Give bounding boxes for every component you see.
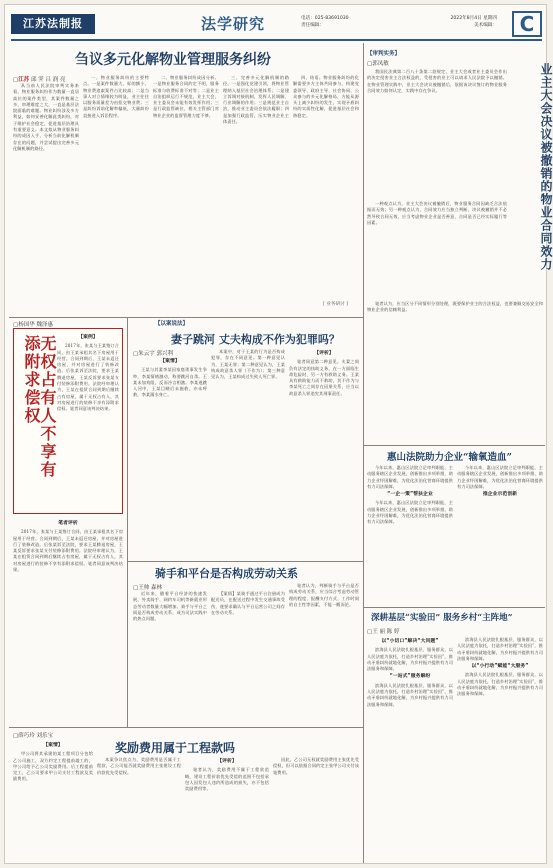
bottom-article-byline-names: 薛巧玲 刘乐宝 [18,733,53,739]
right-column-divider [363,43,364,863]
meta-editor: 责任编辑： [301,23,324,28]
lead-footer-note: [ 业务研讨 ] [323,302,348,307]
lead-headline: 刍议多元化解物业管理服务纠纷 [75,52,271,68]
middle-case-headline: 妻子跳河 丈夫构成不作为犯罪吗？ [171,333,340,346]
lead-column-4 [223,75,289,315]
binhai-text-1b: 滨海县人民法院扎根基层、服务群众，以人民法庭为依托，打造乡村治理“实验田”，推动矛盾纠纷就地化解，为乡村振兴提供有力司法服务和保障。 [367,682,453,707]
bottom-text-1: 甲公司将其承建的某工程项目分包给乙公司施工，双方约定工程提前竣工的，甲公司给予乙公司奖励费用。后工程提前完工，乙公司要求甲公司支付工程款及奖励费用。 [13,751,93,782]
middle-case-column-2 [211,349,285,557]
right-text-2: 一种观点认为，业主大会决议被撤销后，物业服务合同因缺乏合法依据而无效；另一种观点认为，合同效力应当独立判断，决议被撤销并不必然导致合同无效，应当考虑物业企业是否善意、合同是否已经实际履行等因素。 [367,201,507,225]
section-title: 法学研究 [201,15,266,33]
rider-byline-names: 王帅 森林 [138,585,162,591]
right-column-tag: 【审判实务】 [367,51,401,57]
lead-byline-tag: 江苏 [18,77,30,83]
huishan-text-1b: 今年以来，惠山区法院立足审判职能，主动服务辖区企业发展，创新推出多项举措，助力企业纾困解难，为优化法治化营商环境提供有力司法保障。 [367,500,453,525]
lead-column-2 [83,75,149,315]
middle-case-column-1 [133,357,207,557]
bottom-rule [9,727,363,728]
bottom-column-4 [273,757,359,859]
lead-text-4: 三、完善多元化解机制的路径。一是强化党建引领，将物业管理纳入基层社会治理体系；二是建立诉调对接机制，发挥人民调解、行业调解的作用；三是规范业主自治，推动业主委员会依法履职；四是加强行政监管，压实物业企业主体责任。 [223,75,289,125]
masthead [11,11,542,41]
rider-text-3: 笔者认为，判断骑手与平台是否构成劳动关系，应当综合考虑劳动管理的程度、报酬支付方式、工作时间的自主性等因素，不能一概而论。 [289,583,359,607]
bottom-column-3 [185,757,269,859]
binhai-text-2: 滨海县人民法院扎根基层、服务群众，以人民法庭为依托，打造乡村治理“实验田”，推动矛盾纠纷就地化解，为乡村振兴提供有力司法服务和保障。 [457,637,543,661]
right-rule-1 [363,445,545,446]
huishan-sub-1: “一企一策”帮扶企业 [387,492,433,498]
huishan-sub-2: 推企业示范创新 [482,492,518,498]
lead-column-3 [153,75,219,315]
vertical-article-continued [13,519,123,719]
middle-rule [127,561,363,562]
lead-byline: ▢江苏 邱 霁 吕 润 亮 [13,77,66,83]
rider-byline: ▢王帅 森林 [133,585,162,591]
vertical-article-text: 2017年，张某与王某签订合同，由王某承租其名下房屋用于经营。合同到期后，王某未返还房屋，并对房屋进行了装修改造。后张某诉至法院，要求王某腾退房屋，王某反诉要求张某支付装修添附费用。法院经审理认为，王某在租赁合同到期后继续占有房屋，属于无权占有人，其对房屋进行的装修不享有添附求偿权。笔者同意该判决结果。 [57,343,119,412]
lead-text-3: 二、物业服务纠纷成因分析。一是物业服务合同约定不明，服务标准与收费标准不对等；二是业主自治组织运行不规范，业主大会、业主委员会未能有效发挥作用；三是行政监管缺位，相关主管部门对物业企业的监督管理力度不够。 [153,75,219,118]
left-mid-divider [127,317,128,727]
binhai-sub-1: 以“小切口”解决“大问题” [381,639,439,644]
binhai-headline: 深耕基层“实验田” 服务乡村“主阵地” [371,613,513,623]
vertical-article-text-2: 2017年，张某与王某签订合同，由王某承租其名下房屋用于经营。合同到期后，王某未返还房屋，并对房屋进行了装修改造。后张某诉至法院，要求王某腾退房屋，王某反诉要求张某支付装修添附费用。法院经审理认为，王某在租赁合同到期后继续占有房屋，属于无权占有人，其对房屋进行的装修不享有添附求偿权。笔者同意该判决结果。 [13,529,123,573]
vertical-article-intro [57,333,119,511]
middle-case-sub-1: 【案情】 [160,359,180,364]
rider-text-2: 【案情】某骑手通过平台注册成为配送员，在配送过程中发生交通事故受伤，遂要求确认与平台运营公司之间存在劳动关系。 [211,591,285,615]
middle-case-text-3: 笔者同意第二种意见。夫妻之间负有法定的扶助义务，在一方面临生命危险时，另一方有救助义务。王某具有救助能力而不救助，其不作为与李某死亡之间存在因果关系，应当以故意杀人罪追究其刑事责任。 [289,359,359,396]
binhai-sub-2: “一站式”服务解纷 [389,674,431,680]
bottom-text-4: 因此，乙公司无权就奖励费用主张优先受偿权，但可以依据合同约定主张甲公司支付该笔费用。 [273,757,359,775]
lead-column-5 [293,75,359,297]
rider-column-3 [289,583,359,723]
bottom-tag-1: 【案情】 [43,743,63,748]
binhai-byline-names: 王 丽 陈 婷 [372,629,400,635]
middle-case-tag: 【以案说法】 [155,321,189,327]
rider-text-1: 近年来，随着平台经济的快速发展，外卖骑手、网约车司机等新就业形态劳动者数量大幅增加。骑手与平台之间是否构成劳动关系，成为司法实践中的热点问题。 [133,591,207,622]
right-column-byline: ▢郭凤敏 [367,61,389,67]
right-column-byline-name: 郭凤敏 [372,61,389,67]
vertical-article-subhead: 笔者评析 [58,521,78,526]
bottom-article-headline: 奖励费用属于工程款吗 [115,741,236,755]
middle-case-text-2: 本案中，对于王某的行为是否构成犯罪，存在不同意见。第一种意见认为，王某无罪；第二种意见认为，王某构成故意杀人罪（不作为）；第三种意见认为，王某构成过失致人死亡罪。 [211,349,285,380]
right-vertical-headline: 业主大会决议被撤销的物业合同效力 [539,63,553,271]
rider-column-2 [211,591,285,723]
rider-column-1 [133,591,207,723]
binhai-column-1 [367,637,453,859]
meta-date: 2022年8月4日 星期四 [450,16,497,21]
bottom-tag-2: 【评析】 [217,759,237,764]
rider-headline: 骑手和平台是否构成劳动关系 [155,567,298,580]
newspaper-page [4,4,553,864]
meta-phone: 电话：025-83691030 [301,16,349,21]
middle-case-text-1: 王某与其妻李某因家庭琐事发生争吵，李某情绪激动，称要跳河自杀。王某未加劝阻，反而冷言相激。李某遂跳入河中，王某目睹后未施救，亦未呼救，李某溺水身亡。 [133,367,207,398]
bottom-text-2: 本案争议焦点为，奖励费用是否属于工程款，乙公司能否就奖励费用主张建设工程价款优先受偿权。 [97,757,181,775]
huishan-text-2: 今年以来，惠山区法院立足审判职能，主动服务辖区企业发展，创新推出多项举措，助力企业纾困解难，为优化法治化营商环境提供有力司法保障。 [457,465,543,489]
binhai-text-1: 滨海县人民法院扎根基层、服务群众，以人民法庭为依托，打造乡村治理“实验田”，推动矛盾纠纷就地化解，为乡村振兴提供有力司法服务和保障。 [367,647,453,672]
right-column-body-2 [367,201,507,297]
middle-case-byline: ▢朱云宇 郭兴利 [133,351,173,357]
right-rule-2 [363,607,545,608]
lead-text-5: 四、结语。物业服务纠纷的化解需要多方主体共同参与，构建党委领导、政府主导、社会协同、公众参与的多元化解格局，方能从源头上减少纠纷的发生，实现矛盾纠纷的实质性化解，促进基层社会和谐稳定。 [293,75,359,118]
lead-bottom-rule [9,317,363,318]
binhai-byline: ▢王 丽 陈 婷 [367,629,400,635]
bottom-article-byline: ▢薛巧玲 刘乐宝 [13,733,53,739]
lead-byline-names: 邱 霁 吕 润 亮 [30,77,66,83]
lead-text-1: 从当前人民法院审判实务来看，物业服务纠纷作为数量一直居高位的案件类型，其案件数量之多、审理难度之大，一直是基层法院面临的难题。物业纠纷涉及多方利益，如何妥善化解此类纠纷，对于维护社会稳定、促进基层治理具有重要意义。本文拟从物业服务纠纷的成因入手，分析当前化解机制存在的问题，并尝试提出完善多元化解机制的路径。 [13,83,79,151]
right-text-3: 笔者认为，应当区分不同情形分别处理，既要保护业主的合法权益，也要兼顾交易安全和物业企业的信赖利益。 [367,301,543,313]
lead-column-1 [13,83,79,315]
page-letter-badge: C [512,11,542,37]
right-text-1: 我国民法典第二百八十条第二款规定，业主大会或者业主委员会作出的决定侵害业主合法权益的，受侵害的业主可以请求人民法院予以撤销。在物业管理实践中，业主大会决议被撤销后，依据该决议签订的物业服务合同效力如何认定，实践中存在争议。 [367,69,507,93]
huishan-column-1 [367,465,453,605]
vertical-article-byline: ▢杨国华 魏泽惠 [13,322,53,328]
bottom-text-3: 笔者认为，奖励费用不属于工程款范畴，建设工程价款优先受偿的范围不包括承包人因发包人违约所造成的损失，亦不包括奖励费用等。 [185,767,269,792]
lead-text-2: 一、物业服务纠纷的主要特点。一是案件数量大、标的额小，物业费追索案件占比较高；二是当事人对立情绪较为明显，业主往往以服务质量差为由拒交物业费；三是纠纷诉前化解率偏低，大量纠纷直接进入诉讼程序。 [83,75,149,118]
bottom-column-2 [97,757,181,859]
binhai-text-2b: 滨海县人民法院扎根基层、服务群众，以人民法庭为依托，打造乡村治理“实验田”，推动矛盾纠纷就地化解，为乡村振兴提供有力司法服务和保障。 [457,672,543,697]
middle-case-column-3 [289,349,359,557]
middle-case-byline-names: 朱云宇 郭兴利 [138,351,173,357]
binhai-sub-3: 以“小行动”赋能“大服务” [471,664,529,670]
huishan-text-1: 今年以来，惠山区法院立足审判职能，主动服务辖区企业发展，创新推出多项举措，助力企业纾困解难，为优化法治化营商环境提供有力司法保障。 [367,465,453,489]
binhai-column-2 [457,637,543,859]
masthead-meta [301,15,497,29]
meta-designer: 美术编辑： [474,23,497,28]
huishan-headline: 惠山法院助力企业“输氧造血” [387,452,512,463]
middle-case-sub-2: 【评析】 [314,351,334,356]
vertical-article-byline-names: 杨国华 魏泽惠 [18,322,53,328]
huishan-column-2 [457,465,543,605]
right-column-body-3 [367,301,543,441]
bottom-column-1 [13,741,93,859]
newspaper-logo: 江苏法制报 [11,14,95,34]
vertical-article-headline: 无权占有人不享有添附求偿权 [22,335,57,479]
vertical-article-tag: 【案例】 [78,335,98,340]
right-column-body-1 [367,69,507,197]
